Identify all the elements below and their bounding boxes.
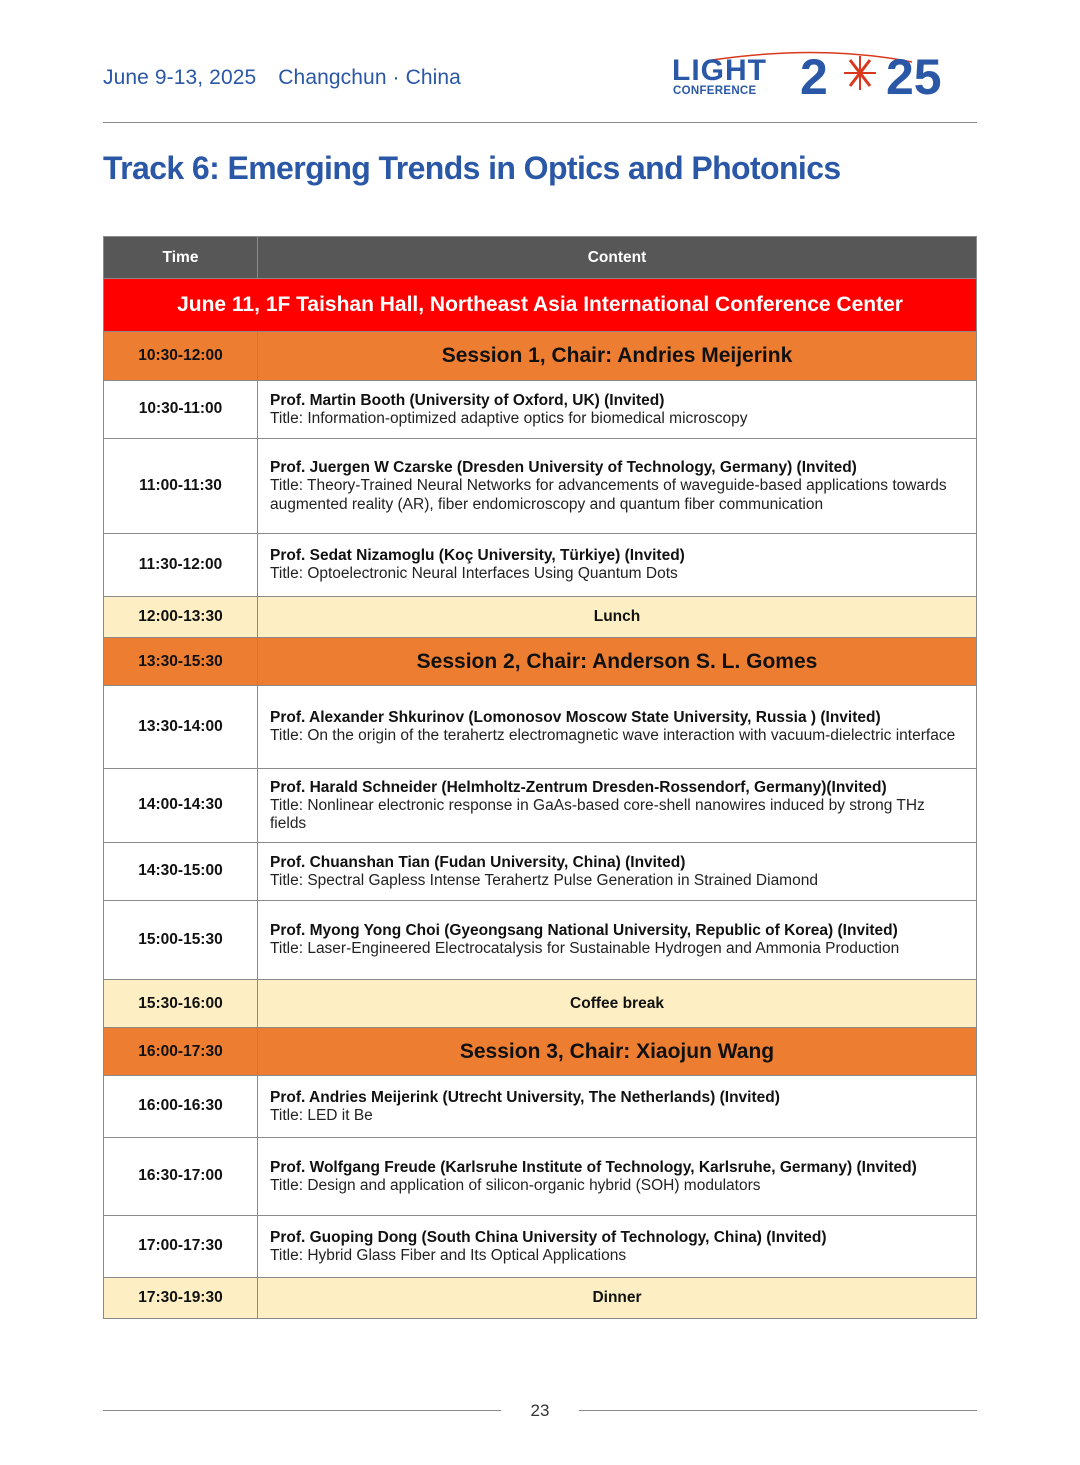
session-row: [104, 637, 976, 685]
time-cell: 14:00-14:30: [104, 769, 258, 842]
light-conference-logo: [672, 50, 978, 98]
session-row: [104, 331, 976, 380]
venue-row: [104, 278, 976, 331]
talk-cell: [258, 843, 976, 900]
time-cell: 11:30-12:00: [104, 534, 258, 596]
time-cell: 10:30-12:00: [104, 332, 258, 380]
time-cell: 15:30-16:00: [104, 980, 258, 1027]
talk-row: [104, 1215, 976, 1277]
speaker-name: Prof. Wolfgang Freude (Karlsruhe Institute of Technology, Karlsruhe, Germany) (Invited): [270, 1158, 917, 1176]
speaker-name: Prof. Martin Booth (University of Oxford, UK) (Invited): [270, 391, 665, 409]
talk-title: Title: Hybrid Glass Fiber and Its Optical Applications: [270, 1246, 627, 1264]
talk-title: Title: Optoelectronic Neural Interfaces Using Quantum Dots: [270, 565, 678, 583]
talk-row: [104, 685, 976, 768]
session-label: Session 2, Chair: Anderson S. L. Gomes: [416, 649, 818, 673]
page-number: 23: [530, 1401, 550, 1420]
speaker-name: Prof. Harald Schneider (Helmholtz-Zentrum Dresden-Rossendorf, Germany)(Invited): [270, 778, 887, 796]
logo-word: LIGHT: [672, 54, 767, 87]
talk-cell: [258, 534, 976, 596]
time-cell: 12:00-13:30: [104, 597, 258, 637]
break-label: Coffee break: [570, 994, 664, 1012]
time-cell: 11:00-11:30: [104, 439, 258, 533]
speaker-name: Prof. Sedat Nizamoglu (Koç University, Türkiye) (Invited): [270, 547, 685, 565]
talk-cell: [258, 769, 976, 842]
talk-row: [104, 842, 976, 900]
event-location: Changchun · China: [278, 66, 461, 89]
talk-cell: [258, 1076, 976, 1137]
header-divider: [103, 122, 977, 123]
talk-row: [104, 1137, 976, 1215]
footer-divider-left: [103, 1410, 501, 1411]
talk-title: Title: Design and application of silicon-organic hybrid (SOH) modulators: [270, 1176, 761, 1194]
break-row: [104, 596, 976, 637]
time-cell: 13:30-14:00: [104, 686, 258, 768]
talk-cell: [258, 381, 976, 438]
time-cell: 16:00-16:30: [104, 1076, 258, 1137]
session-label: Session 1, Chair: Andries Meijerink: [441, 344, 793, 367]
table-header-row: [104, 237, 976, 278]
col-header-time: Time: [104, 237, 258, 278]
logo-year-25: 25: [886, 50, 942, 98]
logo-subtitle: CONFERENCE: [673, 85, 757, 97]
logo-year-2: 2: [800, 50, 828, 98]
footer-divider-right: [579, 1410, 977, 1411]
venue-label: June 11, 1F Taishan Hall, Northeast Asia International Conference Center: [177, 293, 903, 316]
time-cell: 13:30-15:30: [104, 638, 258, 685]
talk-cell: [258, 439, 976, 533]
talk-cell: [258, 1138, 976, 1215]
break-label: Lunch: [593, 608, 641, 625]
talk-title: Title: LED it Be: [270, 1106, 373, 1124]
session-label: Session 3, Chair: Xiaojun Wang: [459, 1039, 775, 1063]
talk-row: [104, 380, 976, 438]
event-date-location: [103, 66, 461, 90]
speaker-name: Prof. Juergen W Czarske (Dresden University of Technology, Germany) (Invited): [270, 459, 857, 476]
break-label: Dinner: [592, 1289, 642, 1306]
speaker-name: Prof. Andries Meijerink (Utrecht University, The Netherlands) (Invited): [270, 1088, 780, 1106]
speaker-name: Prof. Guoping Dong (South China University of Technology, China) (Invited): [270, 1228, 827, 1246]
talk-row: [104, 900, 976, 979]
time-cell: 14:30-15:00: [104, 843, 258, 900]
talk-row: [104, 768, 976, 842]
time-cell: 10:30-11:00: [104, 381, 258, 438]
talk-row: [104, 533, 976, 596]
talk-cell: [258, 686, 976, 768]
talk-cell: [258, 1216, 976, 1277]
col-header-content: Content: [587, 248, 647, 266]
speaker-name: Prof. Alexander Shkurinov (Lomonosov Moscow State University, Russia ) (Invited): [270, 709, 881, 727]
talk-title: Title: Information-optimized adaptive optics for biomedical microscopy: [270, 409, 748, 427]
event-date: June 9-13, 2025: [103, 66, 257, 89]
break-row: [104, 979, 976, 1027]
schedule-table: [103, 236, 977, 1319]
session-row: [104, 1027, 976, 1075]
talk-title: Title: Spectral Gapless Intense Terahertz Pulse Generation in Strained Diamond: [270, 871, 818, 889]
talk-title: Title: Nonlinear electronic response in GaAs-based core-shell nanowires induced by strong THz fields: [270, 796, 925, 832]
time-cell: 15:00-15:30: [104, 901, 258, 979]
talk-row: [104, 438, 976, 533]
track-title: Track 6: Emerging Trends in Optics and Photonics: [103, 150, 841, 186]
time-cell: 16:30-17:00: [104, 1138, 258, 1215]
talk-title: Title: Theory-Trained Neural Networks for advancements of waveguide-based applications towards augmented reality (AR), fiber endomicroscopy and quantum fiber communication: [270, 477, 947, 513]
talk-title: Title: Laser-Engineered Electrocatalysis for Sustainable Hydrogen and Ammonia Production: [270, 940, 900, 958]
time-cell: 17:00-17:30: [104, 1216, 258, 1277]
speaker-name: Prof. Myong Yong Choi (Gyeongsang National University, Republic of Korea) (Invited): [270, 922, 898, 940]
speaker-name: Prof. Chuanshan Tian (Fudan University, China) (Invited): [270, 853, 686, 871]
talk-row: [104, 1075, 976, 1137]
time-cell: 16:00-17:30: [104, 1028, 258, 1075]
break-row: [104, 1277, 976, 1318]
talk-title: Title: On the origin of the terahertz electromagnetic wave interaction with vacuum-dielectric interface: [270, 727, 956, 745]
talk-cell: [258, 901, 976, 979]
logo-spark-icon: [844, 56, 876, 90]
time-cell: 17:30-19:30: [104, 1278, 258, 1318]
